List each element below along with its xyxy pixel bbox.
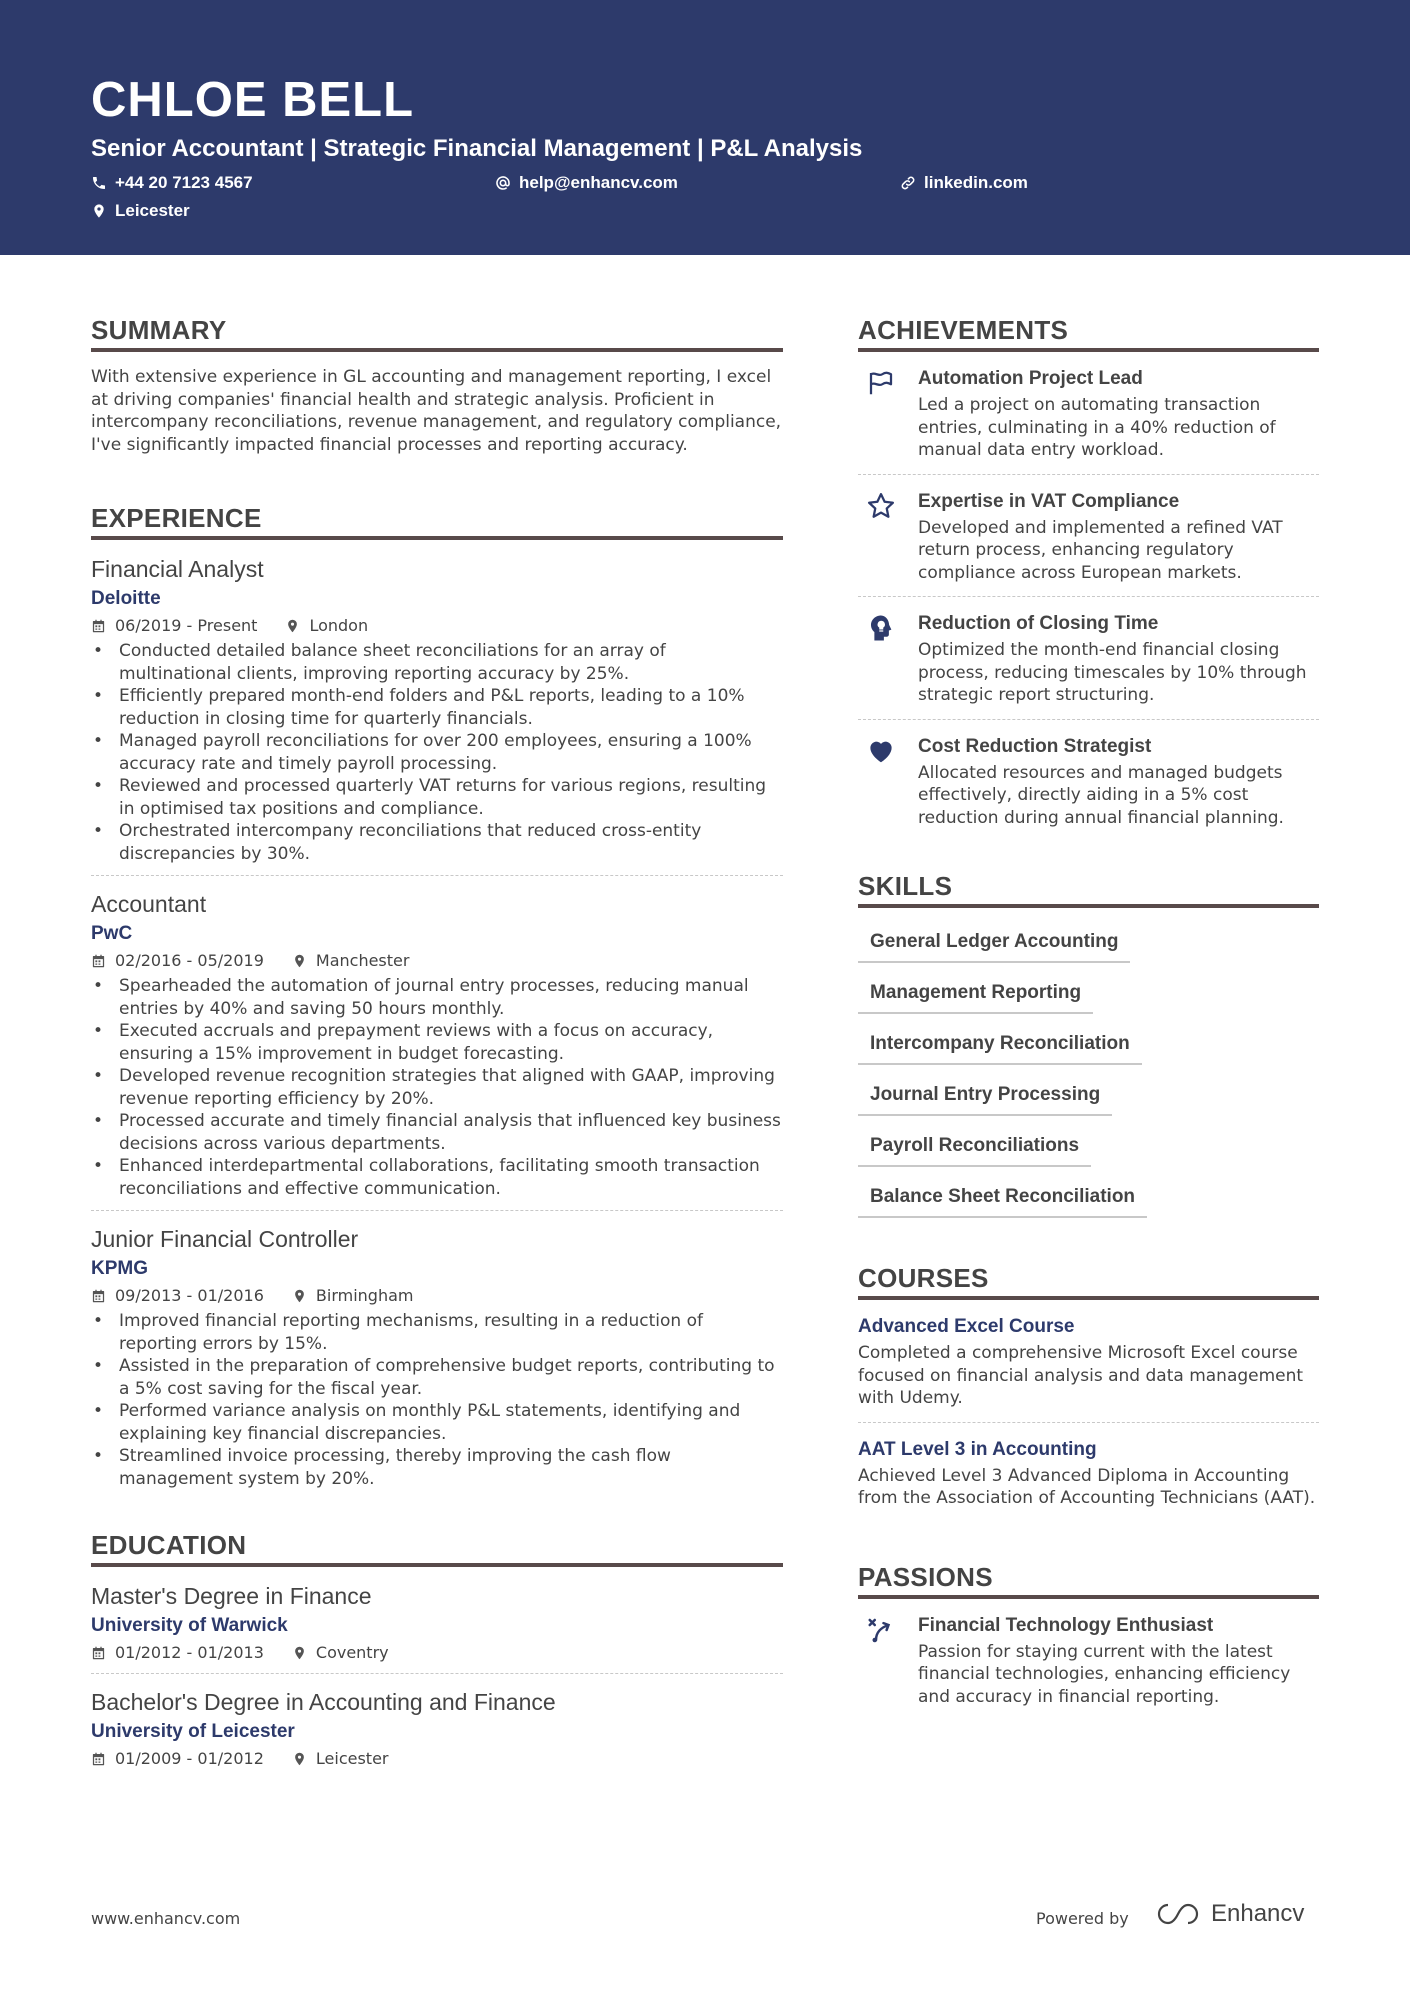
enhancv-logo-icon [1155,1901,1201,1927]
job-dates-text: 02/2016 - 05/2019 [115,951,264,970]
job-meta [91,1286,783,1306]
course-desc: Completed a comprehensive Microsoft Excel course focused on financial analysis and data management with Udemy. [858,1343,1304,1408]
job-dates-text: 09/2013 - 01/2016 [115,1286,264,1305]
experience-entry [91,554,783,876]
achievements-section [858,315,1319,841]
job-bullet: • Spearheaded the automation of journal entry processes, reducing manual entries by 40% and saving 50 hours monthly. [91,975,783,1020]
passion-title: Financial Technology Enthusiast [918,1614,1214,1636]
education-location [292,1643,389,1663]
summary-text: With extensive experience in GL accounting and management reporting, I excel at driving companies' financial health and strategic analysis. Proficient in intercompany reconciliations, revenue management, and regulatory compliance, I've significantly impacted financial processes and reporting accuracy. [91,367,782,455]
job-bullets [91,1310,783,1490]
skill-tag: Management Reporting [858,972,1093,1014]
job-title: Financial Analyst [91,556,264,582]
company-name: Deloitte [91,588,161,609]
achievement-title: Reduction of Closing Time [918,613,1159,634]
star-icon [866,491,896,521]
job-bullet: • Executed accruals and prepayment reviews with a focus on accuracy, ensuring a 15% improvement in budget forecasting. [91,1020,783,1065]
experience-section [91,503,783,1500]
brand-name: Enhancv [1211,1900,1305,1927]
resume-header [0,0,1410,255]
achievement-item [858,475,1319,598]
job-bullet: • Efficiently prepared month-end folders and P&L reports, leading to a 10% reduction in closing time for quarterly financials. [91,685,783,730]
location-pin-icon [292,1751,307,1767]
achievement-title: Automation Project Lead [918,368,1143,389]
job-location [285,616,368,636]
achievement-title: Cost Reduction Strategist [918,735,1152,757]
passions-section [858,1562,1319,1721]
job-meta [91,951,783,971]
footer-url[interactable]: www.enhancv.com [91,1909,241,1928]
course-item [858,1300,1319,1423]
job-bullet: • Enhanced interdepartmental collaborations, facilitating smooth transaction reconciliations and effective communication. [91,1155,783,1200]
education-location-text: Leicester [315,1749,389,1768]
education-entry [91,1581,783,1674]
education-dates-text: 01/2012 - 01/2013 [115,1643,264,1662]
company-name: PwC [91,923,133,944]
strategy-icon [866,1615,896,1645]
job-bullet: • Reviewed and processed quarterly VAT returns for various regions, resulting in optimised tax positions and compliance. [91,775,783,820]
course-desc: Achieved Level 3 Advanced Diploma in Accounting from the Association of Accounting Technicians (AAT). [858,1465,1316,1508]
contact-link[interactable] [900,173,1028,193]
job-title: Junior Financial Controller [91,1226,359,1252]
passion-desc: Passion for staying current with the latest financial technologies, enhancing efficiency and accuracy in financial reporting. [918,1641,1291,1707]
candidate-headline: Senior Accountant | Strategic Financial Management | P&L Analysis [91,135,863,162]
skill-tag: Intercompany Reconciliation [858,1023,1142,1065]
job-bullet: • Orchestrated intercompany reconciliations that reduced cross-entity discrepancies by 30%. [91,820,783,865]
link-icon [900,175,916,191]
achievement-item [858,720,1319,842]
job-dates [91,616,257,636]
skills-section [858,871,1319,1218]
job-location [292,951,410,971]
achievement-title: Expertise in VAT Compliance [918,490,1180,512]
location-pin-icon [285,618,300,634]
course-title: AAT Level 3 in Accounting [858,1438,1097,1460]
school-name: University of Warwick [91,1615,288,1636]
education-dates [91,1643,264,1663]
left-column [91,315,783,1779]
passion-item [858,1599,1319,1721]
achievement-item [858,352,1319,475]
brand-logo[interactable] [1155,1900,1304,1928]
course-title: Advanced Excel Course [858,1316,1075,1337]
job-bullet: • Conducted detailed balance sheet reconciliations for an array of multinational clients, improving reporting accuracy by 25%. [91,640,783,685]
powered-by-label: Powered by [1036,1909,1129,1928]
job-dates [91,1286,264,1306]
degree-title: Bachelor's Degree in Accounting and Finance [91,1689,556,1715]
job-location-text: Birmingham [315,1286,414,1305]
education-dates-text: 01/2009 - 01/2012 [115,1749,264,1768]
education-location-text: Coventry [315,1643,389,1662]
education-meta [91,1643,783,1663]
achievement-desc: Developed and implemented a refined VAT return process, enhancing regulatory compliance across European markets. [918,517,1283,583]
skills-title: SKILLS [858,871,1319,908]
experience-entry [91,1224,783,1500]
skill-tag: Payroll Reconciliations [858,1125,1091,1167]
calendar-icon [91,953,106,969]
flag-icon [866,368,896,398]
heart-icon [866,736,896,766]
passions-title: PASSIONS [858,1562,1319,1599]
job-title: Accountant [91,891,207,917]
experience-entry [91,889,783,1211]
education-title: EDUCATION [91,1530,783,1567]
contact-location-text: Leicester [115,201,190,220]
job-bullet: • Processed accurate and timely financial analysis that influenced key business decisions across various departments. [91,1110,783,1155]
summary-section [91,315,783,456]
location-pin-icon [292,1288,307,1304]
job-bullet: • Assisted in the preparation of comprehensive budget reports, contributing to a 5% cost saving for the fiscal year. [91,1355,783,1400]
achievement-desc: Allocated resources and managed budgets effectively, directly aiding in a 5% cost reduction during annual financial planning. [918,762,1284,828]
location-pin-icon [292,1645,307,1661]
calendar-icon [91,1288,106,1304]
education-section [91,1530,783,1779]
job-bullet: • Developed revenue recognition strategies that aligned with GAAP, improving revenue reporting efficiency by 20%. [91,1065,783,1110]
achievement-item [858,597,1319,720]
company-name: KPMG [91,1258,148,1279]
contact-email-text: help@enhancv.com [519,173,678,192]
skill-tag: Journal Entry Processing [858,1074,1112,1116]
contact-email[interactable] [495,173,678,193]
job-location-text: Manchester [315,951,410,970]
job-location-text: London [309,616,369,635]
calendar-icon [91,618,106,634]
job-bullet: • Performed variance analysis on monthly P&L statements, identifying and explaining key financial discrepancies. [91,1400,783,1445]
job-bullet: • Improved financial reporting mechanisms, resulting in a reduction of reporting errors by 15%. [91,1310,783,1355]
summary-title: SUMMARY [91,315,783,352]
courses-section [858,1263,1319,1522]
education-location [292,1749,389,1769]
job-bullets [91,975,783,1200]
contact-link-text: linkedin.com [924,173,1028,192]
contact-phone[interactable] [91,173,253,193]
contact-location [91,201,190,221]
right-column [858,315,1319,1720]
location-pin-icon [292,953,307,969]
job-location [292,1286,414,1306]
job-dates-text: 06/2019 - Present [115,616,258,635]
at-icon [495,175,511,191]
course-item [858,1423,1319,1522]
skill-tag: General Ledger Accounting [858,921,1130,963]
calendar-icon [91,1751,106,1767]
courses-title: COURSES [858,1263,1319,1300]
job-meta [91,616,783,636]
calendar-icon [91,1645,106,1661]
skill-tag: Balance Sheet Reconciliation [858,1176,1147,1218]
candidate-name: CHLOE BELL [91,73,415,127]
head-lightbulb-icon [866,613,896,643]
school-name: University of Leicester [91,1721,295,1742]
education-entry [91,1687,783,1779]
job-dates [91,951,264,971]
achievement-desc: Optimized the month-end financial closing process, reducing timescales by 10% through strategic report structuring. [918,640,1307,705]
phone-icon [91,175,107,191]
education-dates [91,1749,264,1769]
degree-title: Master's Degree in Finance [91,1583,372,1609]
achievement-desc: Led a project on automating transaction entries, culminating in a 40% reduction of manual data entry workload. [918,395,1276,460]
experience-title: EXPERIENCE [91,503,783,540]
achievements-title: ACHIEVEMENTS [858,315,1319,352]
location-pin-icon [91,203,107,219]
contact-phone-text: +44 20 7123 4567 [115,173,253,192]
job-bullet: • Managed payroll reconciliations for over 200 employees, ensuring a 100% accuracy rate and timely payroll processing. [91,730,783,775]
job-bullets [91,640,783,865]
education-meta [91,1749,783,1769]
job-bullet: • Streamlined invoice processing, thereby improving the cash flow management system by 20%. [91,1445,783,1490]
